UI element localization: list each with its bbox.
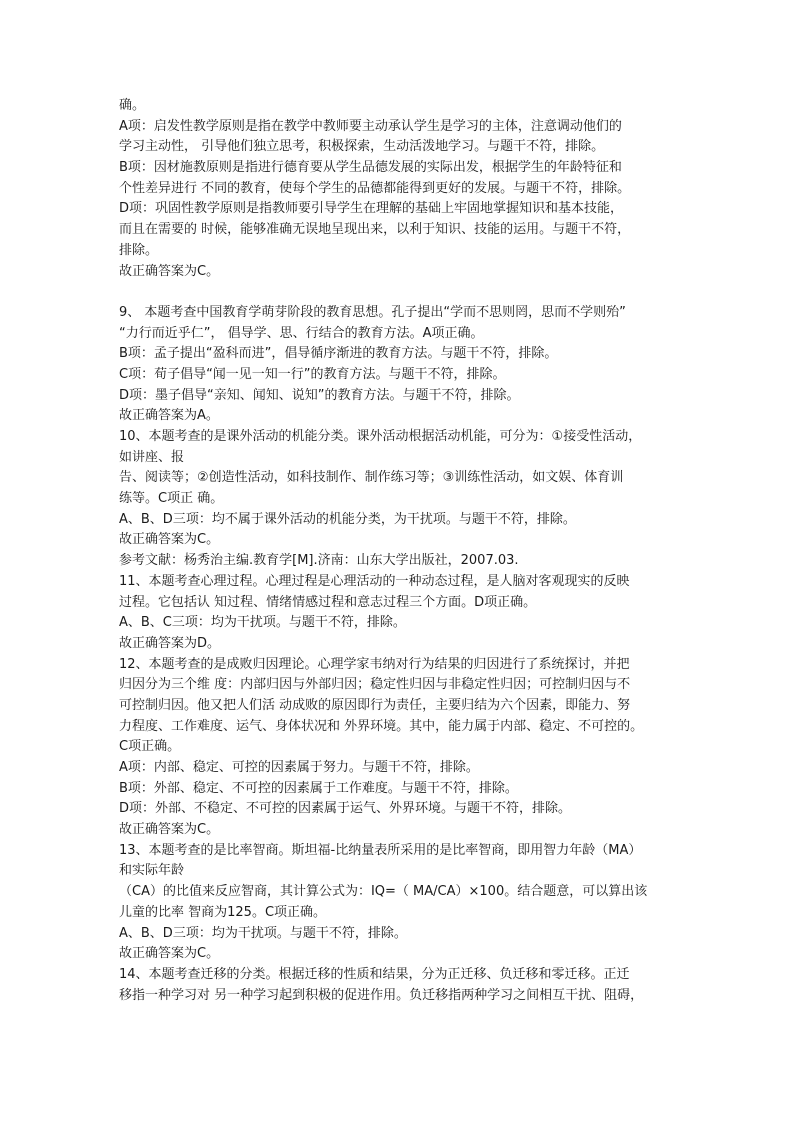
text-line: 练等。C项正 确。 <box>119 491 224 507</box>
text-line: A项：启发性教学原则是指在教学中教师要主动承认学生是学习的主体，注意调动他们的 <box>119 118 622 134</box>
text-line: 个性差异进行 不同的教育，使每个学生的品德都能得到更好的发展。与题干不符，排除。 <box>119 180 631 196</box>
text-line: 可控制归因。他又把人们活 动成败的原因即行为责任，主要归结为六个因素，即能力、努 <box>119 697 631 713</box>
text-line: 9、 本题考查中国教育学萌芽阶段的教育思想。孔子提出“学而不思则罔，思而不学则殆” <box>119 304 626 320</box>
document-body <box>119 96 689 1006</box>
text-line: A、B、D三项：均为干扰项。与题干不符，排除。 <box>119 925 407 941</box>
text-line: 力程度、工作难度、运气、身体状况和 外界环境。其中，能力属于内部、稳定、不可控的。 <box>119 718 644 734</box>
blank-line <box>119 282 689 303</box>
text-line: 12、本题考查的是成败归因理论。心理学家韦纳对行为结果的归因进行了系统探讨，并把 <box>119 656 630 672</box>
text-line: 参考文献：杨秀治主编.教育学[M].济南：山东大学出版社，2007.03. <box>119 553 519 569</box>
text-line: （CA）的比值来反应智商，其计算公式为：IQ=（ MA/CA）×100。结合题意，可以算出该 <box>119 884 648 900</box>
text-line: 14、本题考查迁移的分类。根据迁移的性质和结果，分为正迁移、负迁移和零迁移。正迁 <box>119 966 630 982</box>
text-line: D项：外部、不稳定、不可控的因素属于运气、外界环境。与题干不符，排除。 <box>119 801 572 817</box>
text-line: D项：巩固性教学原则是指教师要引导学生在理解的基础上牢固地掌握知识和基本技能， <box>119 201 624 217</box>
text-line: 而且在需要的 时候，能够准确无误地呈现出来，以利于知识、技能的运用。与题干不符， <box>119 222 631 238</box>
text-line: A、B、C三项：均为干扰项。与题干不符，排除。 <box>119 615 406 631</box>
text-line: C项：荀子倡导“闻一见一知一行”的教育方法。与题干不符，排除。 <box>119 366 506 382</box>
text-line: 学习主动性， 引导他们独立思考，积极探索，生动活泼地学习。与题干不符，排除。 <box>119 139 605 155</box>
text-line: 故正确答案为C。 <box>119 532 220 548</box>
text-line: B项：孟子提出“盈科而进”，倡导循序渐进的教育方法。与题干不符，排除。 <box>119 346 558 362</box>
text-line: 和实际年龄 <box>119 863 185 879</box>
text-line: 儿童的比率 智商为125。C项正确。 <box>119 904 327 920</box>
text-line: 故正确答案为C。 <box>119 946 220 962</box>
text-line: 故正确答案为D。 <box>119 635 221 651</box>
text-line: 13、本题考查的是比率智商。斯坦福-比纳量表所采用的是比率智商，即用智力年龄（MA） <box>119 842 642 858</box>
text-line: B项：因材施教原则是指进行德育要从学生品德发展的实际出发，根据学生的年龄特征和 <box>119 160 622 176</box>
text-line: 移指一种学习对 另一种学习起到积极的促进作用。负迁移指两种学习之间相互干扰、阻碍， <box>119 987 644 1003</box>
text-line: C项正确。 <box>119 739 181 755</box>
text-line: B项：外部、稳定、不可控的因素属于工作难度。与题干不符，排除。 <box>119 780 518 796</box>
text-line: 排除。 <box>119 242 159 258</box>
text-line: 如讲座、报 <box>119 449 185 465</box>
text-line: 归因分为三个维 度：内部归因与外部归因；稳定性归因与非稳定性归因；可控制归因与不 <box>119 677 631 693</box>
text-line: 故正确答案为C。 <box>119 263 220 279</box>
text-line: 故正确答案为C。 <box>119 822 220 838</box>
text-line: 11、本题考查心理过程。心理过程是心理活动的一种动态过程，是人脑对客观现实的反映 <box>119 573 630 589</box>
text-line: 故正确答案为A。 <box>119 408 219 424</box>
text-line: 确。 <box>119 98 146 113</box>
text-line: 过程。它包括认 知过程、情绪情感过程和意志过程三个方面。D项正确。 <box>119 594 537 610</box>
text-line: 10、本题考查的是课外活动的机能分类。课外活动根据活动机能，可分为：①接受性活动， <box>119 429 642 444</box>
text-line: A、B、D三项：均不属于课外活动的机能分类，为干扰项。与题干不符，排除。 <box>119 511 576 527</box>
text-line: D项：墨子倡导“亲知、闻知、说知”的教育方法。与题干不符，排除。 <box>119 387 520 403</box>
text-line: “力行而近乎仁”， 倡导学、思、行结合的教育方法。A项正确。 <box>119 325 484 341</box>
text-line: 告、阅读等；②创造性活动，如科技制作、制作练习等；③训练性活动，如文娱、体育训 <box>119 470 624 486</box>
text-line: A项：内部、稳定、可控的因素属于努力。与题干不符，排除。 <box>119 760 479 775</box>
